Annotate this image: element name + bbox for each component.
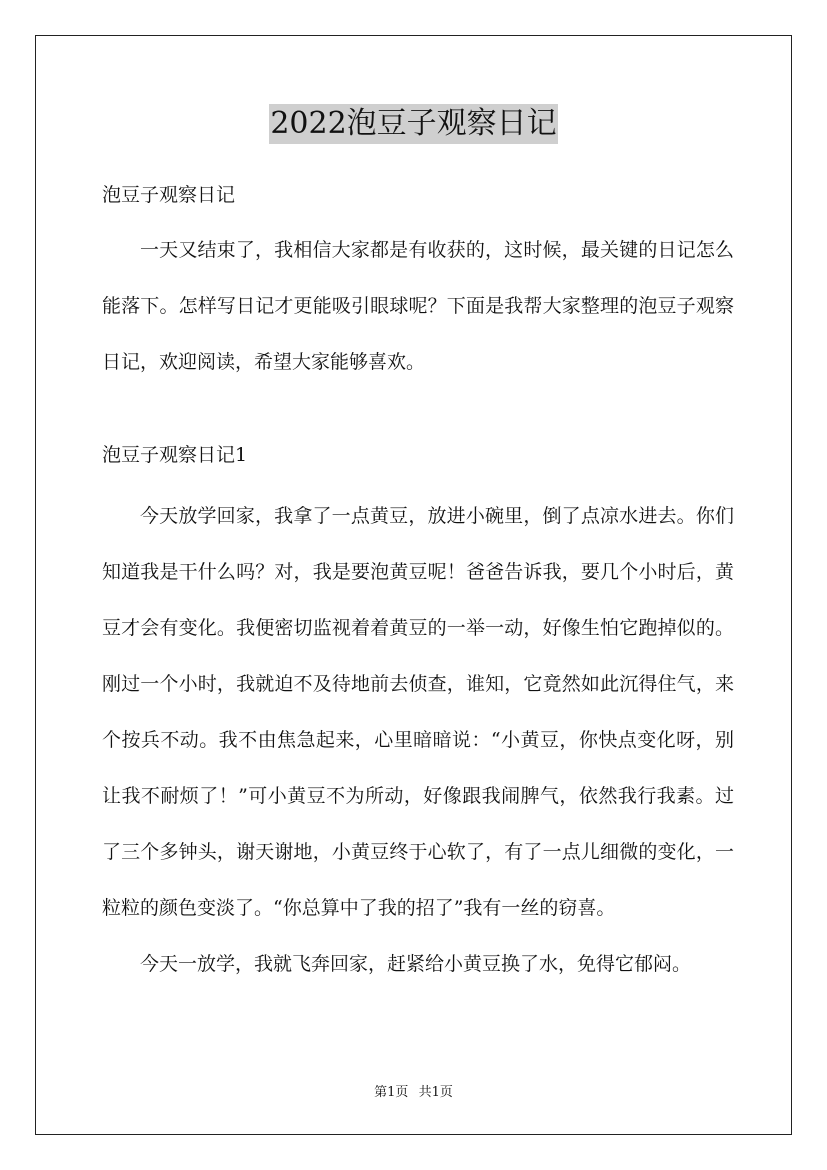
intro-paragraph: 一天又结束了，我相信大家都是有收获的，这时候，最关键的日记怎么能落下。怎样写日记才更能吸引眼球呢？下面是我帮大家整理的泡豆子观察日记，欢迎阅读，希望大家能够喜欢。 xyxy=(102,239,734,373)
page-number-total: 共1页 xyxy=(418,1085,453,1100)
page-footer xyxy=(36,1084,791,1102)
document-body xyxy=(102,176,734,992)
page-number-current: 第1页 xyxy=(374,1085,409,1100)
section-heading: 泡豆子观察日记1 xyxy=(102,444,248,466)
paragraph-2: 今天一放学，我就飞奔回家，赶紧给小黄豆换了水，免得它郁闷。 xyxy=(140,953,692,975)
document-title-wrap xyxy=(36,104,791,144)
intro-heading: 泡豆子观察日记 xyxy=(102,184,236,206)
document-page xyxy=(35,35,792,1135)
paragraph-1: 今天放学回家，我拿了一点黄豆，放进小碗里，倒了点凉水进去。你们知道我是干什么吗？对，我是要泡黄豆呢！爸爸告诉我，要几个小时后，黄豆才会有变化。我便密切监视着着黄豆的一举一动，好像生怕它跑掉似的。刚过一个小时，我就迫不及待地前去侦查，谁知，它竟然如此沉得住气，来个按兵不动。我不由焦急起来，心里暗暗说：“小黄豆，你快点变化呀，别让我不耐烦了！”可小黄豆不为所动，好像跟我闹脾气，依然我行我素。过了三个多钟头，谢天谢地，小黄豆终于心软了，有了一点儿细微的变化，一粒粒的颜色变淡了。“你总算中了我的招了”我有一丝的窃喜。 xyxy=(102,505,734,919)
document-title: 2022泡豆子观察日记 xyxy=(269,104,557,144)
